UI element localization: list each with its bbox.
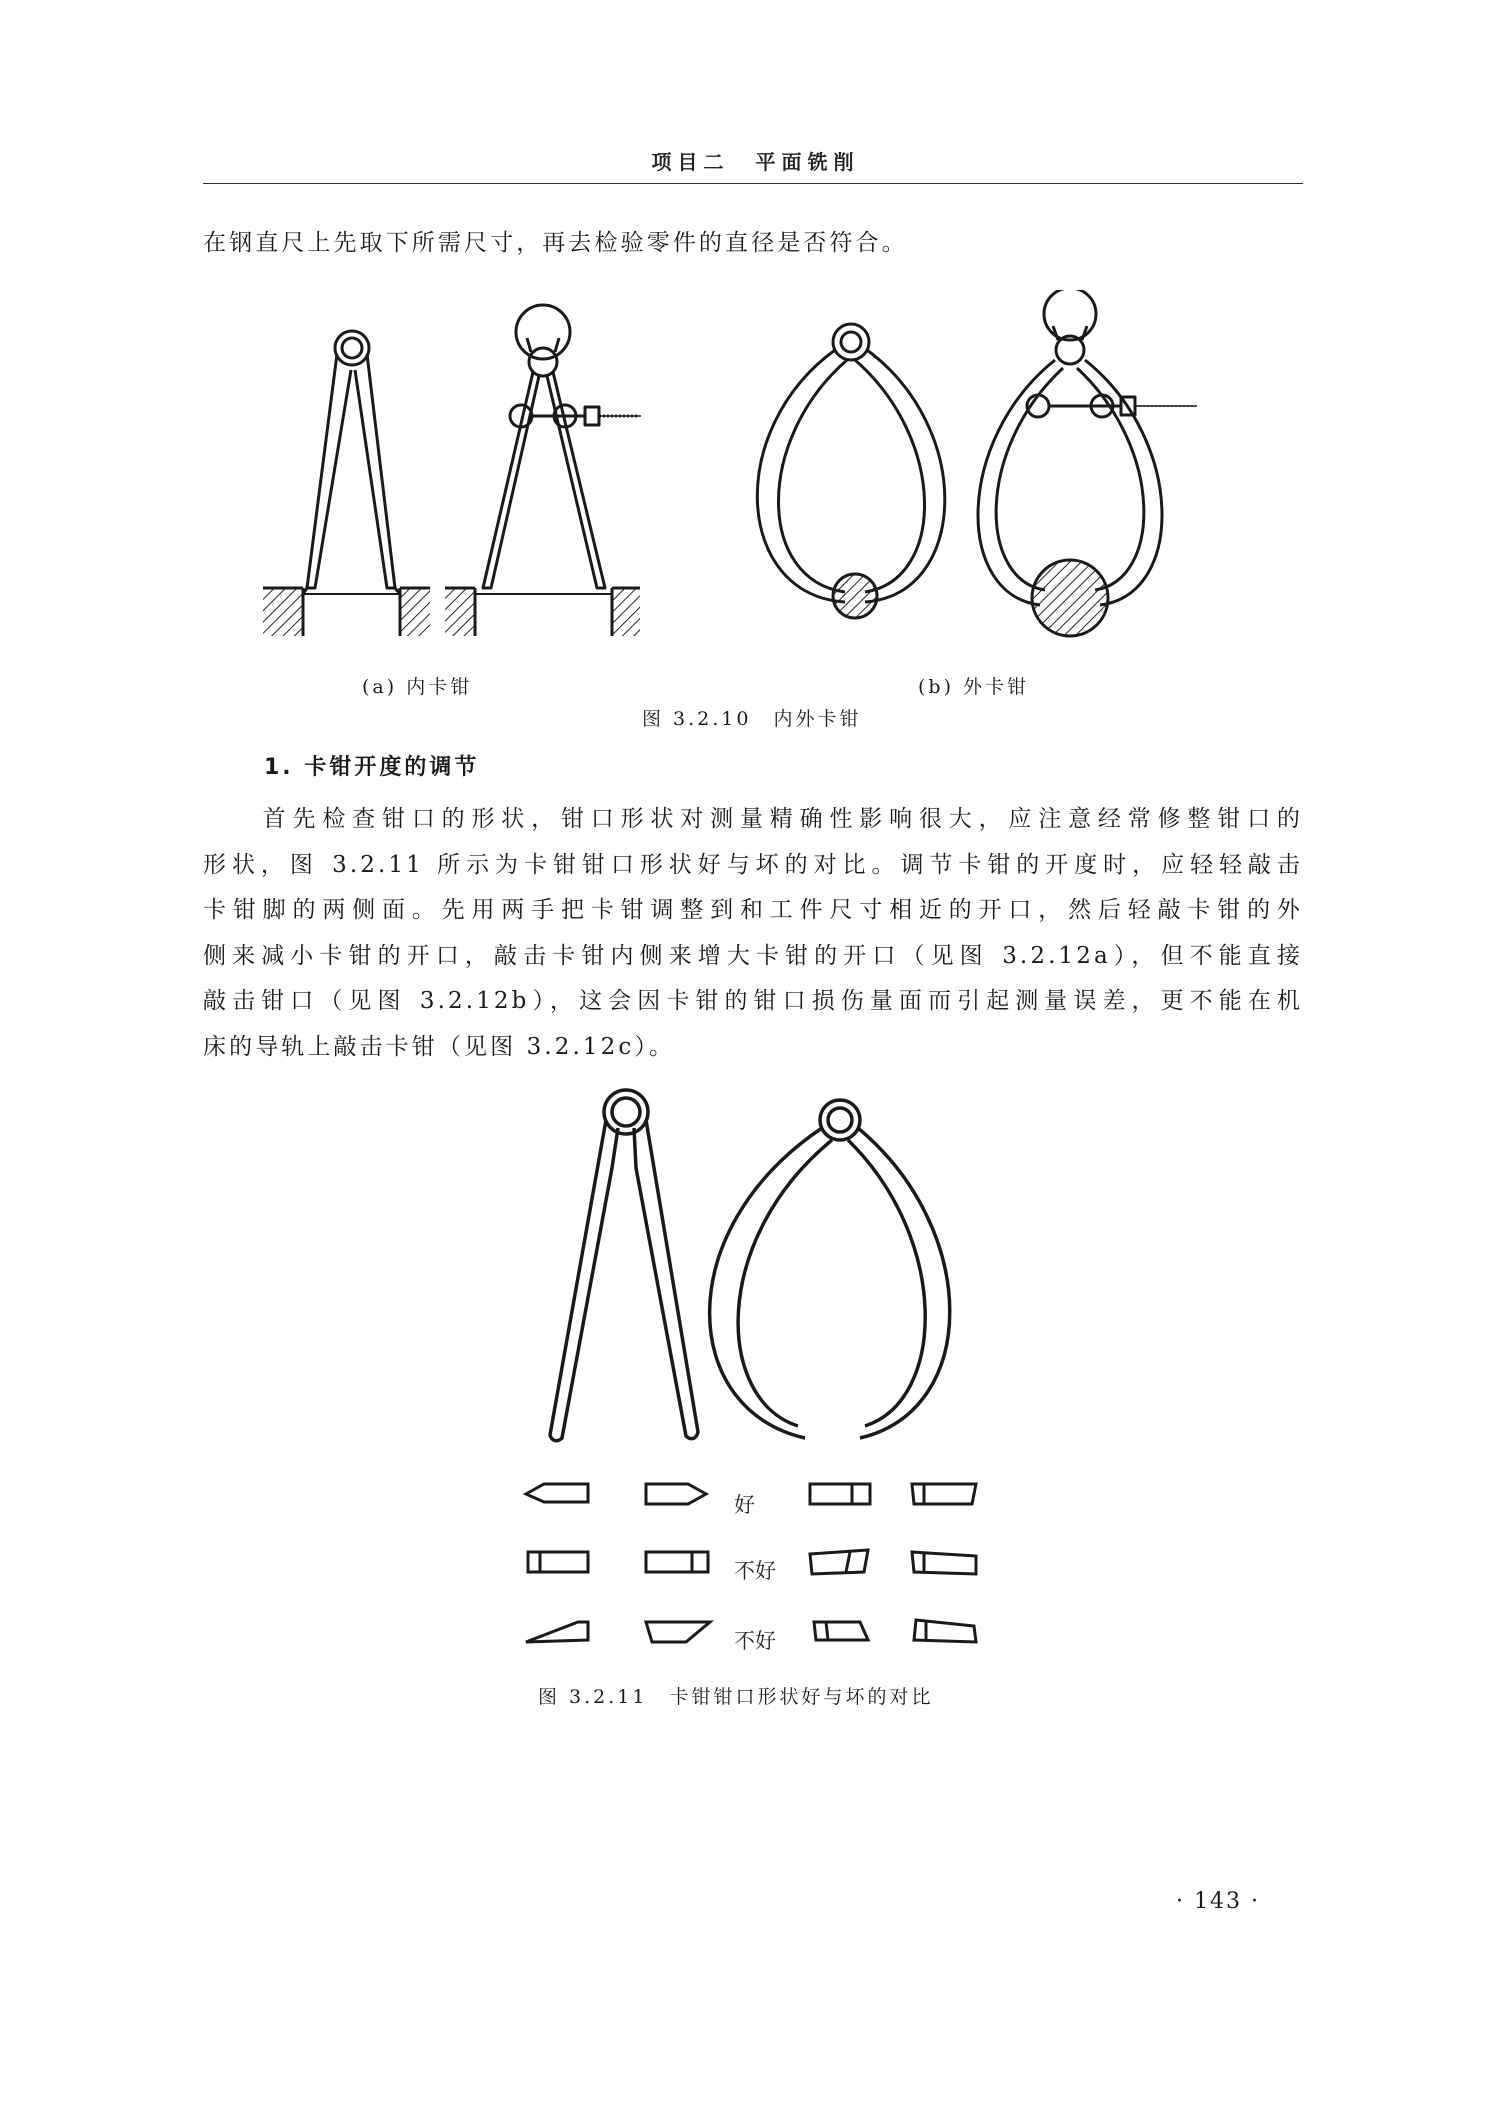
intro-line: 在钢直尺上先取下所需尺寸，再去检验零件的直径是否符合。 xyxy=(203,230,908,256)
outside-caliper-spring xyxy=(978,290,1197,636)
row-label-bad-2: 不好 xyxy=(734,1629,776,1653)
running-header: 项目二 平面铣削 xyxy=(651,150,860,174)
row-label-good: 好 xyxy=(734,1493,755,1517)
outside-caliper-drawing xyxy=(710,1100,950,1438)
figure-3-2-11 xyxy=(520,1080,990,1670)
figure-3-2-10-sub-a: (a) 内卡钳 xyxy=(362,676,473,698)
body-line: 侧来减小卡钳的开口，敲击卡钳内侧来增大卡钳的开口（见图 3.2.12a），但不能直接 xyxy=(203,942,1303,969)
figure-3-2-10-caption: 图 3.2.10 内外卡钳 xyxy=(642,708,862,730)
outside-caliper-simple xyxy=(757,324,944,618)
inside-caliper-spring xyxy=(445,305,641,636)
calipers-illustration xyxy=(255,290,1205,650)
inside-caliper-drawing xyxy=(550,1090,698,1441)
page-number: · 143 · xyxy=(1176,1889,1260,1914)
inside-caliper-simple xyxy=(263,331,430,636)
body-line: 卡钳脚的两侧面。先用两手把卡钳调整到和工件尺寸相近的开口，然后轻敲卡钳的外 xyxy=(203,897,1303,923)
jaw-shape-comparison xyxy=(520,1080,990,1670)
figure-3-2-10-sub-b: (b) 外卡钳 xyxy=(918,676,1030,698)
body-paragraph xyxy=(203,797,1303,1070)
row-label-bad-1: 不好 xyxy=(734,1559,776,1583)
section-heading: 1. 卡钳开度的调节 xyxy=(264,755,480,780)
body-line: 首先检查钳口的形状，钳口形状对测量精确性影响很大，应注意经常修整钳口的 xyxy=(203,806,1303,832)
header-rule xyxy=(203,183,1303,184)
body-line: 敲击钳口（见图 3.2.12b），这会因卡钳的钳口损伤量面而引起测量误差，更不能在机 xyxy=(203,988,1303,1014)
body-line: 床的导轨上敲击卡钳（见图 3.2.12c）。 xyxy=(203,1033,676,1060)
figure-3-2-10 xyxy=(255,290,1205,650)
figure-3-2-11-caption: 图 3.2.11 卡钳钳口形状好与坏的对比 xyxy=(538,1686,934,1708)
body-line: 形状，图 3.2.11 所示为卡钳钳口形状好与坏的对比。调节卡钳的开度时，应轻轻敲击 xyxy=(203,851,1303,878)
